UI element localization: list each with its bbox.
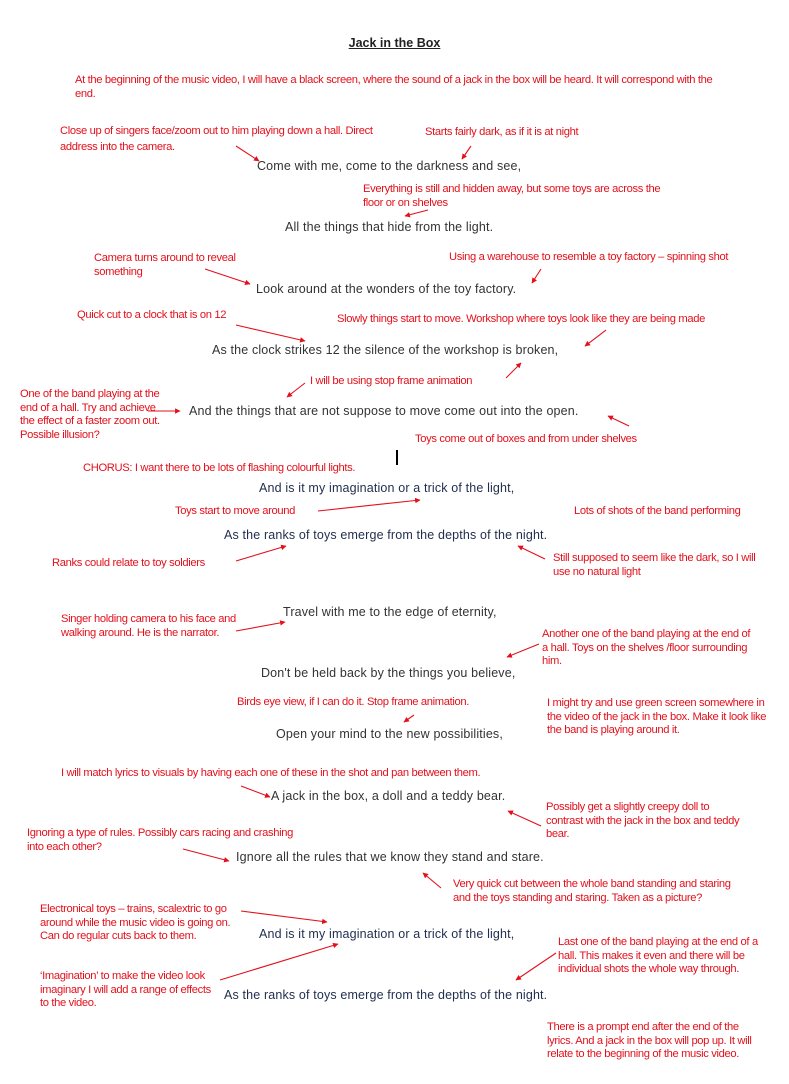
annotation: Using a warehouse to resemble a toy factory – spinning shot [449, 251, 729, 263]
arrow-icon [518, 546, 545, 559]
arrow-icon [236, 546, 286, 561]
lyric-line: As the clock strikes 12 the silence of the workshop is broken, [212, 343, 559, 357]
annotation: Ignoring a type of rules. Possibly cars racing and crashing into each other? [27, 827, 294, 853]
annotation: Still supposed to seem like the dark, so I will use no natural light [553, 552, 756, 578]
arrow-icon [405, 210, 428, 216]
annotation: Starts fairly dark, as if it is at night [425, 126, 579, 138]
annotation: Another one of the band playing at the end of a hall. Toys on the shelves /floor surrounding him. [542, 628, 751, 668]
lyric-line: Open your mind to the new possibilities, [276, 727, 503, 741]
arrow-icon [507, 644, 539, 657]
arrow-icon [241, 786, 270, 797]
annotation: Camera turns around to reveal something [94, 252, 236, 278]
annotation: Quick cut to a clock that is on 12 [77, 309, 227, 321]
annotation: Close up of singers face/zoom out to him playing down a hall. Direct address into the camera. [60, 125, 373, 153]
chorus-line: As the ranks of toys emerge from the depths of the night. [224, 988, 548, 1002]
arrow-icon [516, 953, 556, 980]
text-cursor [396, 450, 398, 465]
lyric-line: Ignore all the rules that we know they stand and stare. [236, 850, 544, 864]
annotation: Ranks could relate to toy soldiers [52, 557, 205, 569]
lyric-line: All the things that hide from the light. [285, 220, 494, 234]
annotation: Birds eye view, if I can do it. Stop frame animation. [237, 696, 470, 708]
annotation: Electronical toys – trains, scalextric to go around while the music video is going on. Can do regular cuts back to them. [40, 903, 231, 943]
lyric-line: Look around at the wonders of the toy factory. [256, 282, 517, 296]
annotation: Last one of the band playing at the end of a hall. This makes it even and there will be individual shots the whole way through. [558, 936, 758, 976]
chorus-line: And is it my imagination or a trick of the light, [259, 927, 515, 941]
document-title: Jack in the Box [348, 36, 441, 50]
annotation: CHORUS: I want there to be lots of flashing colourful lights. [83, 462, 356, 474]
arrow-icon [608, 416, 629, 426]
arrow-icon [287, 383, 305, 397]
annotation: ‘Imagination’ to make the video look imaginary I will add a range of effects to the video. [40, 970, 211, 1010]
lyric-line: Travel with me to the edge of eternity, [283, 605, 497, 619]
lyric-line: Come with me, come to the darkness and see, [257, 159, 522, 173]
chorus-line: As the ranks of toys emerge from the depths of the night. [224, 528, 548, 542]
lyric-line: A jack in the box, a doll and a teddy bear. [271, 789, 506, 803]
lyric-line: And the things that are not suppose to move come out into the open. [189, 404, 579, 418]
annotation: There is a prompt end after the end of the lyrics. And a jack in the box will pop up. It will relate to the beginning of the music video. [547, 1021, 752, 1061]
arrow-icon [404, 715, 414, 722]
annotation: I will match lyrics to visuals by having each one of these in the shot and pan between them. [61, 767, 481, 779]
annotation: Toys come out of boxes and from under shelves [415, 433, 637, 445]
annotation: Lots of shots of the band performing [574, 505, 741, 517]
arrow-icon [585, 330, 606, 346]
intro-note: At the beginning of the music video, I will have a black screen, where the sound of a jack in the box will be heard. It will correspond with the end. [75, 74, 713, 100]
arrow-icon [532, 269, 541, 283]
arrow-icon [318, 500, 420, 511]
annotation: Toys start to move around [175, 505, 295, 517]
arrow-icon [236, 325, 305, 341]
annotation: Possibly get a slightly creepy doll to contrast with the jack in the box and teddy bear. [546, 801, 740, 841]
annotation: Very quick cut between the whole band standing and staring and the toys standing and staring. Taken as a picture? [453, 878, 731, 904]
lyric-line: Don't be held back by the things you believe, [261, 666, 516, 680]
annotation: Everything is still and hidden away, but some toys are across the floor or on shelves [363, 183, 661, 209]
arrow-icon [462, 146, 471, 159]
arrow-icon [423, 873, 441, 888]
annotation: Singer holding camera to his face and walking around. He is the narrator. [61, 613, 236, 639]
arrow-icon [508, 811, 541, 826]
arrow-icon [220, 944, 338, 980]
annotation: I might try and use green screen somewhere in the video of the jack in the box. Make it look like the band is playing around it. [547, 697, 767, 737]
annotation: One of the band playing at the end of a hall. Try and achieve the effect of a faster zoom out. Possible illusion? [20, 388, 160, 441]
chorus-line: And is it my imagination or a trick of the light, [259, 481, 515, 495]
arrow-icon [241, 911, 327, 922]
annotation: I will be using stop frame animation [310, 375, 473, 387]
annotation: Slowly things start to move. Workshop where toys look like they are being made [337, 313, 705, 325]
